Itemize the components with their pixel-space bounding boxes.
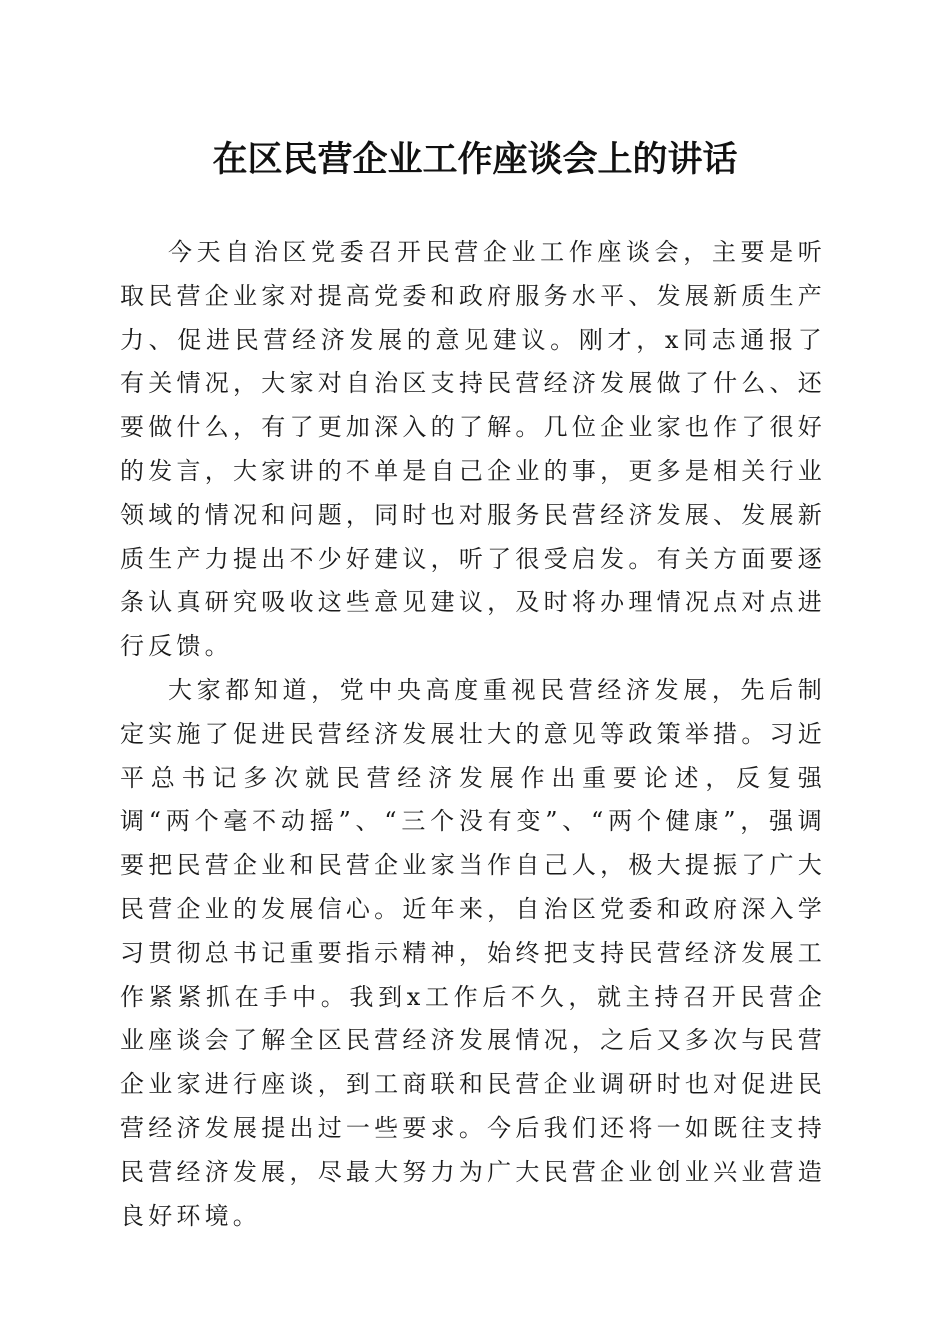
body-paragraph-2: 大家都知道，党中央高度重视民营经济发展，先后制定实施了促进民营经济发展壮大的意见等政策举措。习近平总书记多次就民营经济发展作出重要论述，反复强调“两个毫不动摇”、“三个没有变”、“两个健康”，强调要把民营企业和民营企业家当作自己人，极大提振了广大民营企业的发展信心。近年来，自治区党委和政府深入学习贯彻总书记重要指示精神，始终把支持民营经济发展工作紧紧抓在手中。我到x工作后不久，就主持召开民营企业座谈会了解全区民营经济发展情况，之后又多次与民营企业家进行座谈，到工商联和民营企业调研时也对促进民营经济发展提出过一些要求。今后我们还将一如既往支持民营经济发展，尽最大努力为广大民营企业创业兴业营造良好环境。 (120, 675, 826, 1230)
body-paragraph-1: 今天自治区党委召开民营企业工作座谈会，主要是听取民营企业家对提高党委和政府服务水平、发展新质生产力、促进民营经济发展的意见建议。刚才，x同志通报了有关情况，大家对自治区支持民营经济发展做了什么、还要做什么，有了更加深入的了解。几位企业家也作了很好的发言，大家讲的不单是自己企业的事，更多是相关行业领域的情况和问题，同时也对服务民营经济发展、发展新质生产力提出不少好建议，听了很受启发。有关方面要逐条认真研究吸收这些意见建议，及时将办理情况点对点进行反馈。 (120, 238, 826, 661)
document-title: 在区民营企业工作座谈会上的讲话 (212, 139, 738, 180)
document-body (120, 231, 826, 1238)
